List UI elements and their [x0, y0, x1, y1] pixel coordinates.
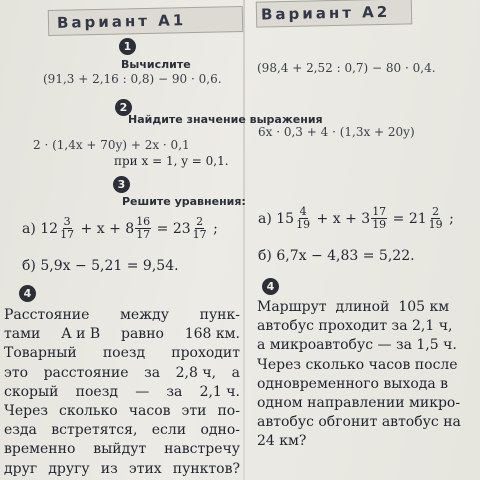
problem-line: [4, 344, 240, 363]
section-1-a1-expression: (91,3 + 2,16 : 0,8) − 90 · 0,6.: [43, 72, 222, 86]
problem-word: между: [120, 307, 169, 323]
problem-word: скорый: [4, 383, 59, 400]
problem-word: 2,1 ч.: [199, 383, 240, 400]
problem-word: расстояние: [43, 364, 129, 381]
problem-word: Через: [4, 403, 48, 420]
problem-word: пунктов?: [172, 460, 240, 477]
page-fold: [243, 0, 245, 480]
section-2-a1-expression: 2 · (1,4x + 70y) + 2x · 0,1: [33, 138, 190, 152]
problem-line: Через сколько часов после: [257, 356, 458, 373]
variant-a1-header: Вариант А1: [48, 6, 244, 36]
fraction: $\frac{2}{19}$: [428, 205, 443, 231]
fraction: $\frac{17}{19}$: [372, 205, 387, 231]
problem-line: автобус обгонит автобус на: [257, 414, 461, 431]
problem-word: равно: [121, 326, 164, 343]
fraction: $\frac{16}{17}$: [136, 215, 151, 241]
problem-line: автобус проходит за 2,1 ч,: [257, 318, 453, 335]
section-2-a2-expression: 6x · 0,3 + 4 · (1,3x + 20y): [258, 125, 415, 139]
section-1-badge: 1: [119, 38, 136, 55]
problem-word: 2,8 ч,: [175, 364, 217, 381]
problem-word: по-: [217, 403, 240, 420]
problem-line: [4, 364, 240, 383]
section-4-a1-badge: 4: [19, 285, 36, 302]
problem-line: [4, 325, 240, 344]
section-4-a1-problem: [4, 306, 240, 479]
problem-word: навстречу: [164, 441, 240, 458]
problem-line: 24 км?: [257, 433, 307, 450]
section-2-heading: Найдите значение выражения: [128, 113, 323, 126]
problem-word: это: [4, 364, 29, 381]
problem-line: а микроавтобус — за 1,5 ч.: [257, 337, 457, 354]
problem-line: Маршрут длиной 105 км: [257, 299, 450, 315]
problem-word: временно: [4, 441, 76, 458]
problem-word: езда: [4, 422, 37, 439]
section-3-a1-equation-a: а) 12 $\frac{3}{17}$ + x + 8 $\frac{16}{17}$ = 23 $\frac{2}{17}$ ;: [22, 215, 218, 241]
problem-word: эти: [181, 403, 207, 420]
problem-line: одновременного выхода в: [257, 375, 449, 392]
variant-a2-header: Вариант А2: [256, 0, 413, 28]
problem-word: Товарный: [4, 345, 77, 362]
problem-line: [4, 402, 240, 421]
problem-word: друг: [4, 460, 38, 477]
problem-word: —: [135, 383, 150, 400]
problem-word: Расстояние: [4, 307, 90, 323]
section-2-badge: 2: [115, 99, 132, 116]
problem-word: поезд: [102, 345, 146, 362]
section-3-a2-equation-b: б) 6,7x − 4,83 = 5,22.: [258, 248, 415, 264]
problem-word: сколько: [59, 403, 118, 420]
fraction: $\frac{3}{17}$: [60, 215, 75, 241]
section-1-a2-expression: (98,4 + 2,52 : 0,7) − 80 · 0,4.: [257, 61, 436, 75]
problem-word: за: [144, 364, 161, 381]
problem-line: [4, 460, 240, 479]
problem-word: тами: [4, 326, 41, 343]
problem-line: одном направлении микро-: [257, 395, 461, 412]
section-2-condition: при x = 1, y = 0,1.: [114, 154, 229, 168]
problem-word: А и В: [61, 326, 101, 343]
fraction: $\frac{2}{17}$: [192, 215, 207, 241]
section-3-heading: Решите уравнения:: [122, 195, 246, 208]
problem-line: [4, 440, 240, 459]
problem-word: 168 км.: [184, 326, 240, 343]
problem-word: другу: [48, 460, 90, 477]
problem-word: пунк-: [199, 307, 240, 323]
section-1-heading: Вычислите: [121, 58, 191, 71]
problem-line: [4, 306, 240, 325]
section-3-a2-equation-a: а) 15 $\frac{4}{19}$ + x + 3 $\frac{17}{19}$ = 21 $\frac{2}{19}$ ;: [258, 205, 454, 231]
problem-word: из: [100, 460, 118, 477]
section-3-a1-equation-b: б) 5,9x − 5,21 = 9,54.: [22, 258, 179, 274]
problem-word: этих: [128, 460, 162, 477]
problem-word: а: [231, 364, 240, 381]
fraction: $\frac{4}{19}$: [296, 205, 311, 231]
problem-word: если: [151, 422, 187, 439]
problem-word: поезд: [75, 383, 118, 400]
section-4-a2-badge: 4: [262, 278, 279, 295]
problem-word: проходит: [171, 345, 240, 362]
problem-word: часов: [128, 403, 171, 420]
problem-word: выйдут: [93, 441, 147, 458]
problem-word: за: [166, 383, 183, 400]
problem-line: [4, 383, 240, 402]
section-4-a2-problem: [257, 298, 480, 452]
problem-word: одно-: [200, 422, 240, 439]
problem-word: встретятся,: [51, 422, 138, 439]
problem-line: [4, 421, 240, 440]
section-3-badge: 3: [113, 176, 130, 193]
